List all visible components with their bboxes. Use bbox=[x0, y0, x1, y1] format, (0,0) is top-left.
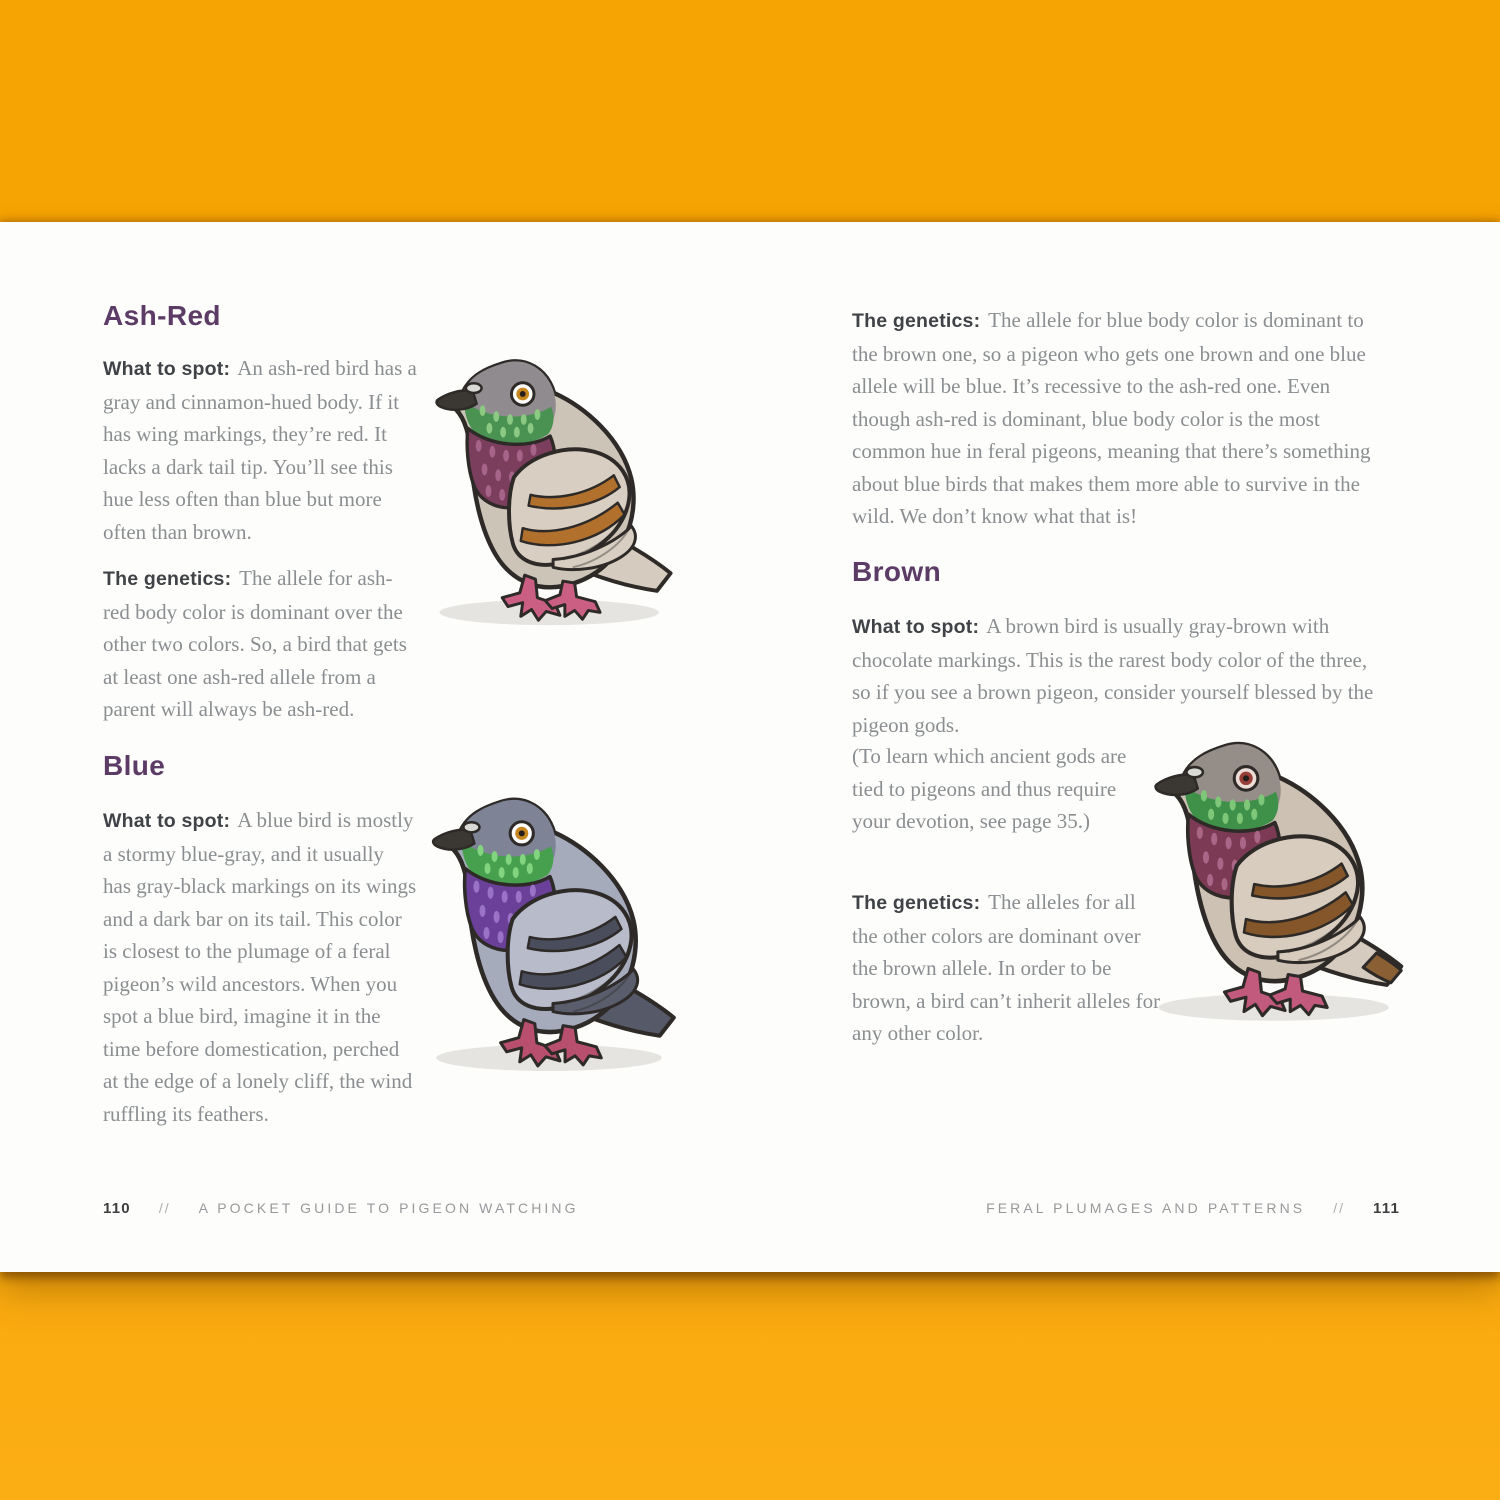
paragraph-text: The allele for blue body color is dominant to the brown one, so a pigeon who gets one brown and one blue allele will be blue. It’s recessive to the ash-red one. Even though ash-red is dominant, blue body color is the most common hue in feral pigeons, meaning that there’s something about blue birds that makes them more able to survive in the wild. We don’t know what that is! bbox=[852, 308, 1371, 528]
paragraph-label: What to spot: bbox=[103, 810, 231, 832]
paragraph-label: What to spot: bbox=[103, 358, 231, 380]
chapter-title-running-footer: FERAL PLUMAGES AND PATTERNS bbox=[986, 1200, 1306, 1216]
ash-red-pigeon-illustration bbox=[420, 346, 694, 632]
paragraph-text: (To learn which ancient gods are tied to pigeons and thus require your devotion, see page 35.) bbox=[852, 744, 1127, 833]
page-number: 110 bbox=[103, 1200, 131, 1217]
blue-pigeon-illustration bbox=[420, 784, 694, 1078]
book-title-running-footer: A POCKET GUIDE TO PIGEON WATCHING bbox=[198, 1200, 579, 1216]
section-heading-brown: Brown bbox=[852, 556, 942, 587]
page-number: 111 bbox=[1373, 1200, 1400, 1217]
left-page-footer bbox=[103, 1200, 579, 1217]
paragraph-label: The genetics: bbox=[852, 310, 981, 332]
brown-genetics-paragraph bbox=[852, 886, 1166, 1050]
right-page-footer bbox=[986, 1200, 1400, 1217]
brown-aside-paragraph bbox=[852, 740, 1154, 838]
book-spread bbox=[0, 222, 1500, 1272]
blue-what-to-spot-paragraph bbox=[103, 804, 417, 1130]
ash-red-what-to-spot-paragraph bbox=[103, 352, 417, 548]
blue-genetics-paragraph bbox=[852, 304, 1376, 533]
section-heading-ash-red: Ash-Red bbox=[103, 300, 221, 331]
paragraph-text: An ash-red bird has a gray and cinnamon-hued body. If it has wing markings, they’re red. It lacks a dark tail tip. You’ll see this hue less often than blue but more often than brown. bbox=[103, 356, 417, 544]
paragraph-label: The genetics: bbox=[852, 892, 981, 914]
paragraph-text: A blue bird is mostly a stormy blue-gray, and it usually has gray-black markings on its wings and a dark bar on its tail. This color is closest to the plumage of a feral pigeon’s wild ancestors. When you spot a blue bird, imagine it in the time before domestication, perched at the edge of a lonely cliff, the wind ruffling its feathers. bbox=[103, 808, 417, 1126]
paragraph-text: A brown bird is usually gray-brown with chocolate markings. This is the rarest body color of the three, so if you see a brown pigeon, consider yourself blessed by the pigeon gods. bbox=[852, 614, 1374, 737]
paragraph-text: The allele for ash-red body color is dominant over the other two colors. So, a bird that gets at least one ash-red allele from a parent will always be ash-red. bbox=[103, 566, 407, 721]
ash-red-genetics-paragraph bbox=[103, 562, 417, 726]
footer-separator: // bbox=[1333, 1200, 1346, 1216]
paragraph-label: The genetics: bbox=[103, 568, 232, 590]
section-heading-blue: Blue bbox=[103, 750, 166, 781]
footer-separator: // bbox=[158, 1200, 171, 1216]
paragraph-text: The alleles for all the other colors are dominant over the brown allele. In order to be brown, a bird can’t inherit alleles for any other color. bbox=[852, 890, 1161, 1045]
brown-what-to-spot-paragraph bbox=[852, 610, 1376, 741]
brown-pigeon-illustration bbox=[1138, 728, 1426, 1028]
paragraph-label: What to spot: bbox=[852, 616, 980, 638]
